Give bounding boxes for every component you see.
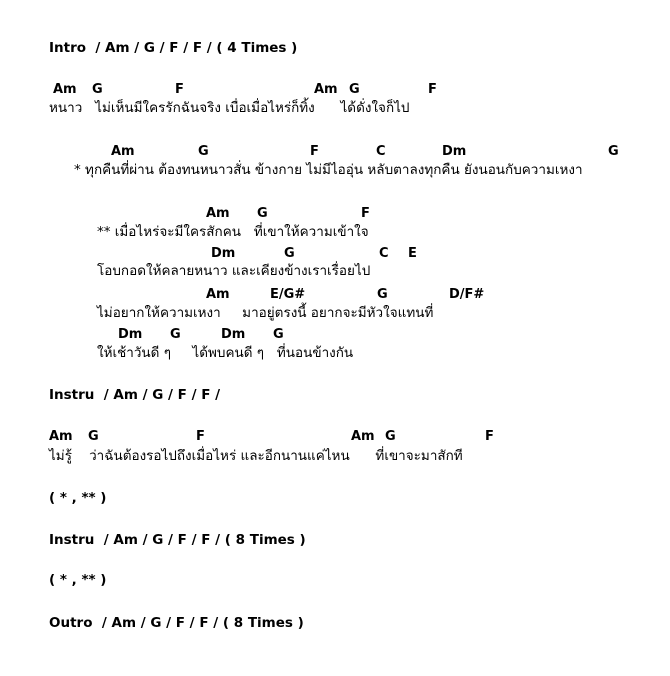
chord: Dm bbox=[442, 144, 467, 159]
chord: F bbox=[196, 429, 205, 444]
verse2-lyric: ไม่รู้ ว่าฉันต้องรอไปถึงเมื่อไหร่ และอีกนานแค่ไหน ที่เขาจะมาสักที bbox=[49, 448, 463, 464]
chord: Am bbox=[314, 82, 338, 97]
chord: Am bbox=[351, 429, 375, 444]
chord: Dm bbox=[118, 327, 143, 342]
chorus-line2-lyric: ** เมื่อไหร่จะมีใครสักคน ที่เขาให้ความเข้าใจ bbox=[97, 224, 369, 240]
chord: G bbox=[608, 144, 619, 159]
chord: Dm bbox=[221, 327, 246, 342]
chord: G bbox=[377, 287, 388, 302]
chord: G bbox=[273, 327, 284, 342]
chord: C bbox=[379, 246, 389, 261]
chord: Am bbox=[206, 206, 230, 221]
chord: F bbox=[310, 144, 319, 159]
chord: Am bbox=[53, 82, 77, 97]
chord: F bbox=[175, 82, 184, 97]
chord: F bbox=[361, 206, 370, 221]
repeat1-line: ( * , ** ) bbox=[49, 490, 107, 506]
chorus-line3-lyric: โอบกอดให้คลายหนาว และเคียงข้างเราเรื่อยไป bbox=[97, 263, 371, 279]
chord: G bbox=[170, 327, 181, 342]
chord: F bbox=[428, 82, 437, 97]
chorus-line5-lyric: ให้เช้าวันดี ๆ ได้พบคนดี ๆ ที่นอนข้างกัน bbox=[97, 345, 354, 361]
chord: Am bbox=[111, 144, 135, 159]
chord: G bbox=[92, 82, 103, 97]
instru1-line: Instru / Am / G / F / F / bbox=[49, 387, 221, 403]
outro-line: Outro / Am / G / F / F / ( 8 Times ) bbox=[49, 615, 304, 631]
chord: G bbox=[88, 429, 99, 444]
chord: G bbox=[385, 429, 396, 444]
chord: G bbox=[284, 246, 295, 261]
verse1-lyric: หนาว ไม่เห็นมีใครรักฉันจริง เบื่อเมื่อไหร่ก็ทิ้ง ได้ดั่งใจก็ไป bbox=[49, 100, 410, 116]
chord: Am bbox=[49, 429, 73, 444]
chord: E bbox=[408, 246, 417, 261]
chord: Am bbox=[206, 287, 230, 302]
chord: F bbox=[485, 429, 494, 444]
chorus-line1-lyric: * ทุกคืนที่ผ่าน ต้องทนหนาวสั่น ข้างกาย ไม่มีไออุ่น หลับตาลงทุกคืน ยังนอนกับความเหงา bbox=[74, 162, 583, 178]
instru2-line: Instru / Am / G / F / F / ( 8 Times ) bbox=[49, 532, 306, 548]
chord: E/G# bbox=[270, 287, 306, 302]
intro-line: Intro / Am / G / F / F / ( 4 Times ) bbox=[49, 40, 298, 56]
chorus-line4-lyric: ไม่อยากให้ความเหงา มาอยู่ตรงนี้ อยากจะมีหัวใจแทนที่ bbox=[97, 305, 434, 321]
chord: G bbox=[257, 206, 268, 221]
chord: G bbox=[198, 144, 209, 159]
repeat2-line: ( * , ** ) bbox=[49, 572, 107, 588]
chord: G bbox=[349, 82, 360, 97]
chord: Dm bbox=[211, 246, 236, 261]
chord: D/F# bbox=[449, 287, 485, 302]
chord: C bbox=[376, 144, 386, 159]
